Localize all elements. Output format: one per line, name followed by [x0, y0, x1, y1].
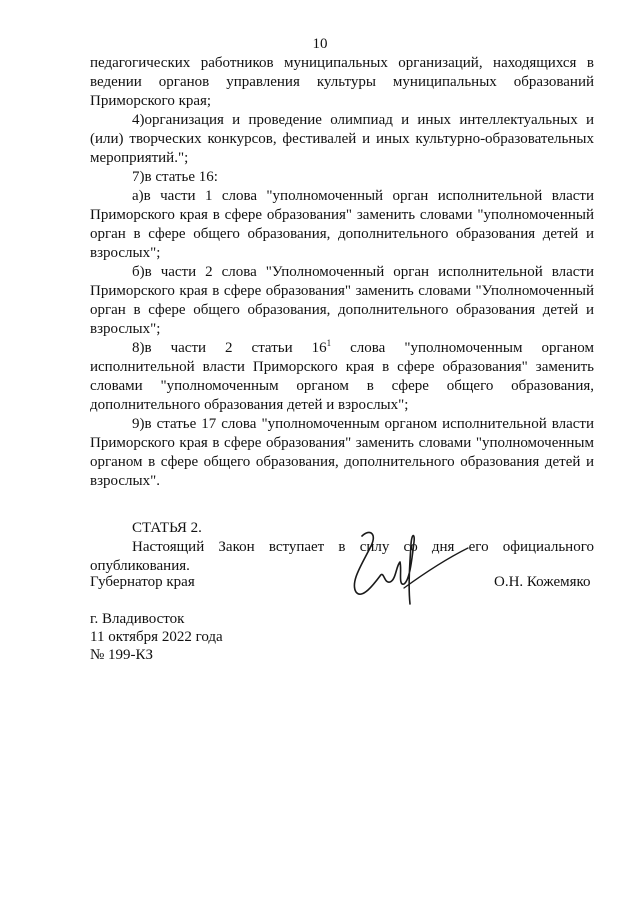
signatory-name: О.Н. Кожемяко [494, 574, 591, 590]
paragraph-item-4: 4)организация и проведение олимпиад и иных интеллектуальных и (или) творческих конкурсов, фестивалей и иных культурно-образовательных мероприятий."; [90, 112, 594, 166]
paragraph-item-8-start: 8)в части 2 статьи 16 [132, 340, 327, 356]
signatory-position: Губернатор края [90, 574, 195, 590]
signature-image [334, 522, 474, 612]
document-footer [90, 610, 223, 664]
footer-number: № 199-КЗ [90, 647, 154, 663]
paragraph-item-9: 9)в статье 17 слова "уполномоченным органом исполнительной власти Приморского края в сфере образования" заменить словами "уполномоченным органом в сфере общего образования, дополнительного образования детей и взрослых". [90, 416, 594, 489]
article-2-text: Настоящий Закон вступает в силу со дня его официального опубликования. [90, 539, 594, 574]
footer-date: 11 октября 2022 года [90, 629, 223, 645]
footer-city: г. Владивосток [90, 611, 185, 627]
paragraph-item-7: 7)в статье 16: [132, 169, 218, 185]
paragraph-item-7a: а)в части 1 слова "уполномоченный орган исполнительной власти Приморского края в сфере образования" заменить словами "уполномоченный орган в сфере общего образования, дополнительного образования детей и взрослых"; [90, 188, 594, 261]
paragraph-item-7b: б)в части 2 слова "Уполномоченный орган исполнительной власти Приморского края в сфере образования" заменить словами "Уполномоченный орган в сфере общего образования, дополнительного образования детей и взрослых"; [90, 264, 594, 337]
paragraph-item-8-rest: слова "уполномоченным органом исполнительной власти Приморского края в сфере образования" заменить словами "уполномоченным органом в сфере общего образования, дополнительного образования детей и взрослых"; [90, 340, 595, 413]
page-number: 10 [312, 36, 328, 52]
superscript: 1 [326, 338, 332, 348]
paragraph-item-8 [90, 339, 594, 415]
paragraph-continuation: педагогических работников муниципальных организаций, находящихся в ведении органов управления культуры муниципальных образований Приморского края; [90, 55, 594, 109]
document-body [90, 54, 594, 576]
article-2-title: СТАТЬЯ 2. [132, 520, 202, 536]
